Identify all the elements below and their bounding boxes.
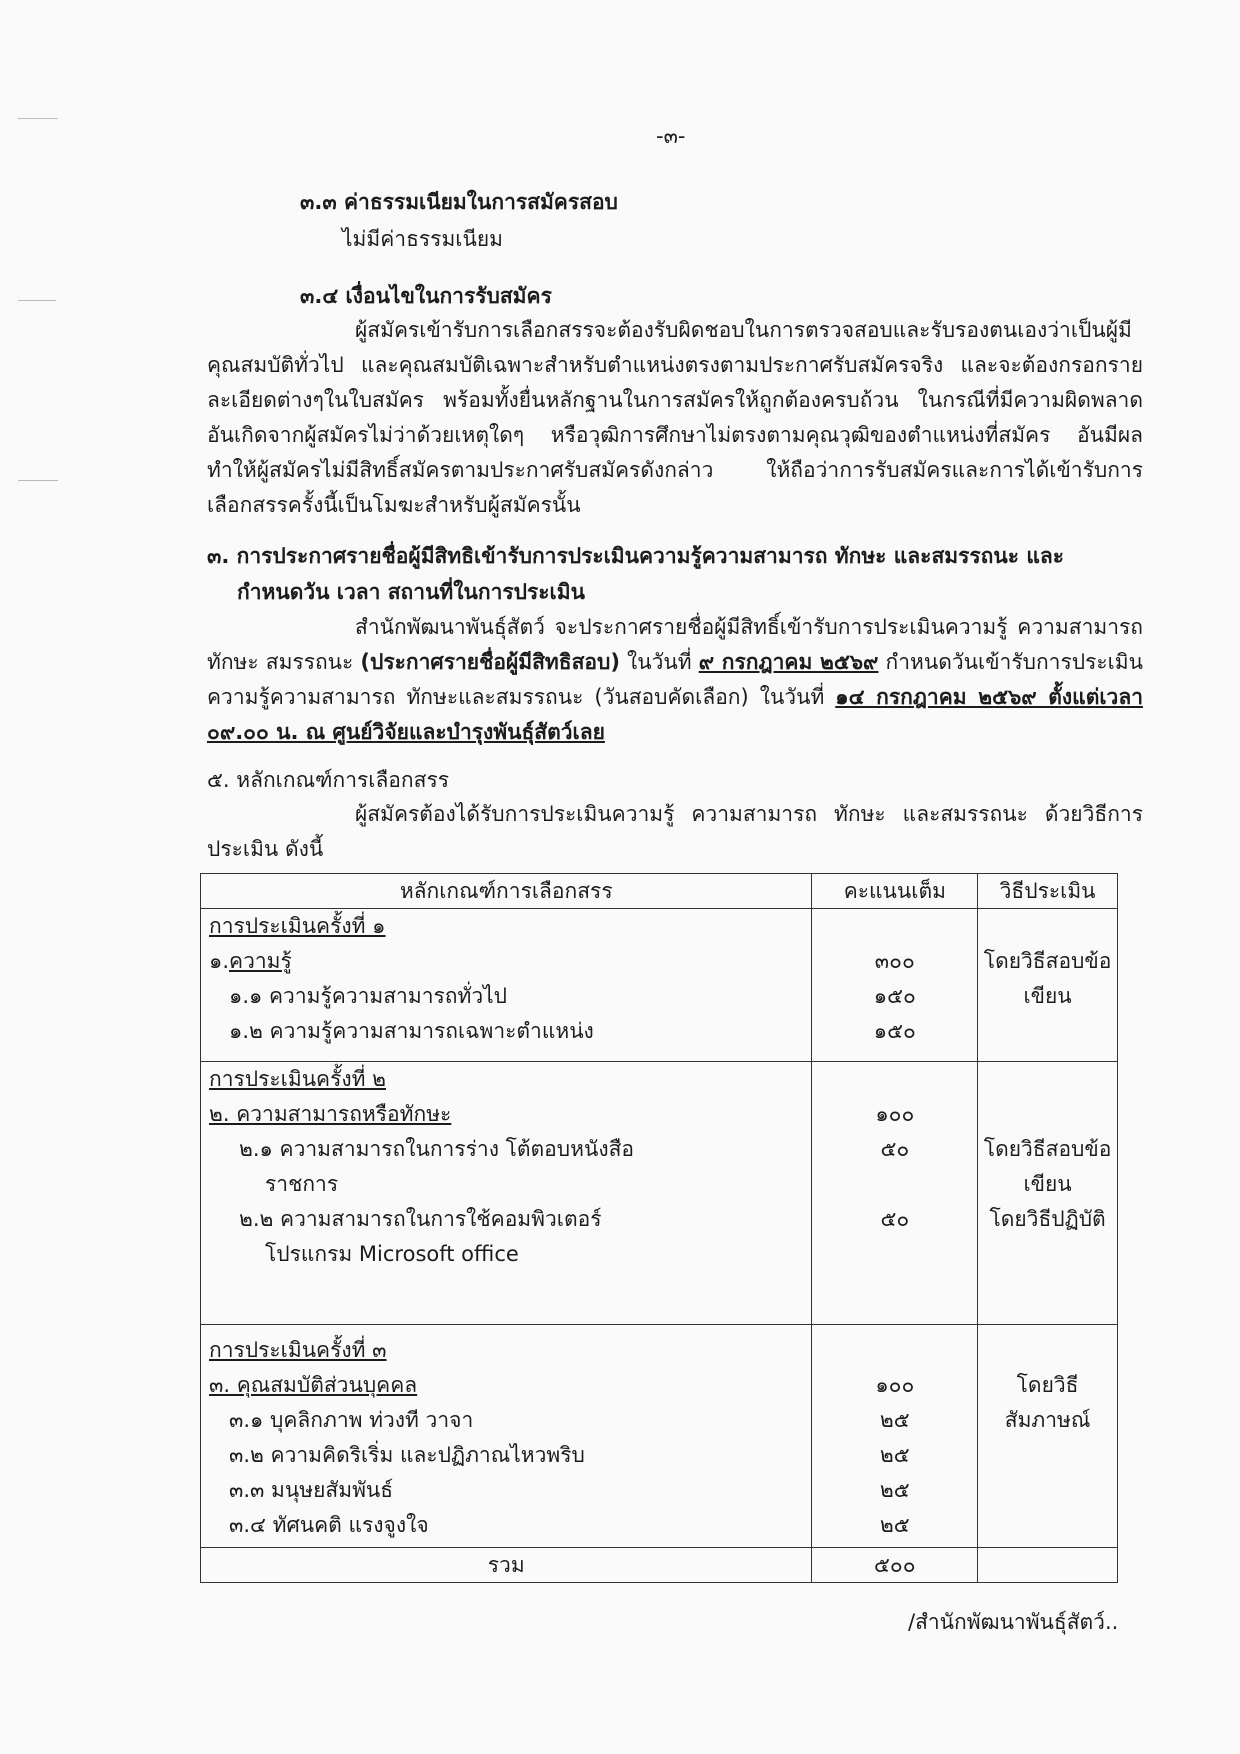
header-criteria: หลักเกณฑ์การเลือกสรร — [201, 874, 812, 909]
section-3-3-text: ไม่มีค่าธรรมเนียม — [342, 227, 503, 251]
round1-item: ๑.๒ ความรู้ความสามารถเฉพาะตำแหน่ง — [229, 1019, 594, 1043]
section-3-heading-line1: ๓. การประกาศรายชื่อผู้มีสิทธิเข้ารับการประเมินความรู้ความสามารถ ทักษะ และสมรรถนะ และ — [207, 544, 1065, 568]
round1-method: โดยวิธีสอบข้อเขียน — [983, 949, 1112, 1008]
page-number: -๓- — [656, 124, 686, 148]
section-3-text-a: สำนักพัฒนาพันธุ์สัตว์ จะประกาศรายชื่อผู้มีสิทธิ์เข้ารับการประเมินความรู้ ความสามารถทักษะ สมรรถนะ — [207, 615, 1143, 674]
round3-item: ๓.๒ ความคิดริเริ่ม และปฏิภาณไหวพริบ — [229, 1443, 585, 1467]
section-3-text-b: (ประกาศรายชื่อผู้มีสิทธิสอบ) — [360, 650, 620, 674]
section-3-3-heading: ๓.๓ ค่าธรรมเนียมในการสมัครสอบ — [300, 190, 618, 214]
round3-method: โดยวิธีสัมภาษณ์ — [1004, 1373, 1091, 1432]
table-row-round2 — [201, 1062, 1118, 1325]
section-3-heading-line2: กำหนดวัน เวลา สถานที่ในการประเมิน — [237, 580, 585, 604]
round3-score: ๑๐๐ — [875, 1373, 915, 1397]
header-method: วิธีประเมิน — [978, 874, 1118, 909]
criteria-table — [200, 873, 1118, 1583]
round1-item — [201, 944, 811, 979]
footer-continuation: /สำนักพัฒนาพันธุ์สัตว์.. — [908, 1610, 1119, 1634]
round1-item-prefix: ๑. — [209, 949, 230, 973]
exam-date: ๑๔ กรกฎาคม ๒๕๖๙ ตั้งแต่เวลา ๐๙.๐๐ น. ณ ศูนย์วิจัยและบำรุงพันธุ์สัตว์เลย — [207, 685, 1143, 744]
round3-score: ๒๕ — [879, 1408, 910, 1432]
scan-mark — [18, 118, 58, 119]
round2-method-1: โดยวิธีสอบข้อเขียน — [983, 1137, 1112, 1196]
round2-score: ๕๐ — [880, 1207, 910, 1231]
round1-item: ๑.๑ ความรู้ความสามารถทั่วไป — [229, 984, 508, 1008]
section-5-text: ผู้สมัครต้องได้รับการประเมินความรู้ ความสามารถ ทักษะ และสมรรถนะ ด้วยวิธีการประเมิน ดังนี้ — [207, 802, 1143, 861]
round1-score: ๑๕๐ — [873, 984, 916, 1008]
round1-score: ๑๕๐ — [873, 1019, 916, 1043]
round2-item: ๒.๑ ความสามารถในการร่าง โต้ตอบหนังสือ — [239, 1137, 635, 1161]
round2-score: ๑๐๐ — [875, 1102, 915, 1126]
announce-date: ๙ กรกฎาคม ๒๕๖๙ — [698, 650, 879, 674]
total-score: ๕๐๐ — [812, 1548, 978, 1583]
table-header-row — [201, 874, 1118, 909]
table-row-round1 — [201, 909, 1118, 1062]
section-3-4-paragraph — [207, 313, 1143, 523]
round1-item-label: ความรู้ — [229, 949, 292, 973]
round1-title: การประเมินครั้งที่ ๑ — [209, 914, 386, 938]
round3-item: ๓. คุณสมบัติส่วนบุคคล — [209, 1373, 418, 1397]
round2-method-2: โดยวิธีปฏิบัติ — [989, 1207, 1106, 1231]
round3-score: ๒๕ — [879, 1443, 910, 1467]
header-score: คะแนนเต็ม — [812, 874, 978, 909]
section-3-paragraph — [207, 610, 1143, 750]
round3-item: ๓.๔ ทัศนคติ แรงจูงใจ — [229, 1513, 429, 1537]
section-3-4-heading: ๓.๔ เงื่อนไขในการรับสมัคร — [300, 284, 552, 308]
scan-mark — [18, 480, 58, 481]
total-label: รวม — [201, 1548, 812, 1583]
round2-item: ๒. ความสามารถหรือทักษะ — [209, 1102, 452, 1126]
section-5-paragraph — [207, 797, 1143, 867]
table-total-row — [201, 1548, 1118, 1583]
round2-item-cont: ราชการ — [265, 1172, 339, 1196]
section-3-text-c: ในวันที่ — [619, 650, 699, 674]
section-5-heading: ๕. หลักเกณฑ์การเลือกสรร — [207, 768, 450, 792]
round3-title: การประเมินครั้งที่ ๓ — [209, 1338, 387, 1362]
round3-score: ๒๕ — [879, 1478, 910, 1502]
scan-mark — [18, 300, 56, 301]
round3-item: ๓.๑ บุคลิกภาพ ท่วงที วาจา — [229, 1408, 474, 1432]
round1-score: ๓๐๐ — [874, 949, 915, 973]
round2-score: ๕๐ — [880, 1137, 910, 1161]
round2-item-cont: โปรแกรม Microsoft office — [265, 1242, 519, 1266]
section-3-4-text: ผู้สมัครเข้ารับการเลือกสรรจะต้องรับผิดชอบในการตรวจสอบและรับรองตนเองว่าเป็นผู้มีคุณสมบัติทั่วไป และคุณสมบัติเฉพาะสำหรับตำแหน่งตรงตามประกาศรับสมัครจริง และจะต้องกรอกรายละเอียดต่างๆในใบสมัคร พร้อมทั้งยื่นหลักฐานในการสมัครให้ถูกต้องครบถ้วน ในกรณีที่มีความผิดพลาดอันเกิดจากผู้สมัครไม่ว่าด้วยเหตุใดๆ หรือวุฒิการศึกษาไม่ตรงตามคุณวุฒิของตำแหน่งที่สมัคร อันมีผลทำให้ผู้สมัครไม่มีสิทธิ์สมัครตามประกาศรับสมัครดังกล่าว ให้ถือว่าการรับสมัครและการได้เข้ารับการเลือกสรรครั้งนี้เป็นโมฆะสำหรับผู้สมัครนั้น — [207, 318, 1143, 517]
section-3-text-d: กำหนดวันเข้ารับการประเมินความรู้ความสามารถ ทักษะและสมรรถนะ (วันสอบคัดเลือก) ในวันที่ — [207, 650, 1144, 709]
table-row-round3 — [201, 1325, 1118, 1548]
round2-item: ๒.๒ ความสามารถในการใช้คอมพิวเตอร์ — [239, 1207, 602, 1231]
round2-title: การประเมินครั้งที่ ๒ — [209, 1067, 386, 1091]
round3-score: ๒๕ — [879, 1513, 910, 1537]
round3-item: ๓.๓ มนุษยสัมพันธ์ — [229, 1478, 394, 1502]
